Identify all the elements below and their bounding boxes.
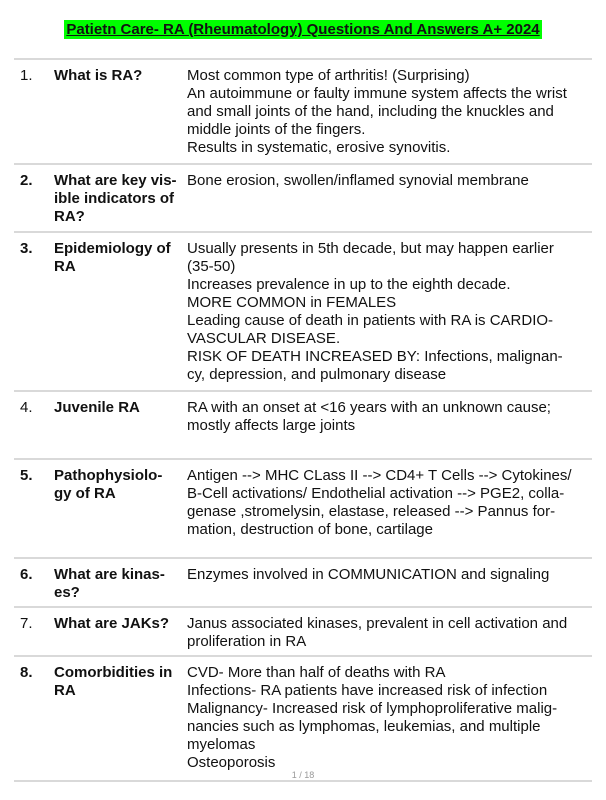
- answer-line: genase ,stromelysin, elastase, released --> Pannus for-: [187, 503, 556, 520]
- answer-line: cy, depression, and pulmonary disease: [187, 366, 447, 383]
- question-line: Comorbidities in: [54, 664, 173, 681]
- question-number: 6.: [20, 566, 33, 583]
- question-line: gy of RA: [54, 485, 116, 502]
- question-number: 1.: [20, 67, 33, 84]
- answer-line: Antigen --> MHC CLass II --> CD4+ T Cells --> Cytokines/: [187, 467, 572, 484]
- question-line: RA?: [54, 208, 85, 225]
- question-line: What is RA?: [54, 67, 143, 84]
- question-text: [54, 566, 187, 606]
- answer-text: [187, 172, 592, 231]
- qa-row: [14, 557, 592, 606]
- answer-text: [187, 566, 592, 606]
- question-line: What are JAKs?: [54, 615, 170, 632]
- question-number: 5.: [20, 467, 33, 484]
- question-text: [54, 664, 187, 780]
- question-text: [54, 67, 187, 163]
- answer-line: myelomas: [187, 736, 256, 753]
- qa-row: [14, 231, 592, 390]
- question-text: [54, 467, 187, 557]
- answer-line: mostly affects large joints: [187, 417, 356, 434]
- answer-line: Janus associated kinases, prevalent in cell activation and: [187, 615, 568, 632]
- question-number: 7.: [20, 615, 33, 632]
- qa-row: [14, 163, 592, 231]
- answer-line: Enzymes involved in COMMUNICATION and signaling: [187, 566, 550, 583]
- answer-line: B-Cell activations/ Endothelial activation --> PGE2, colla-: [187, 485, 565, 502]
- question-text: [54, 615, 187, 655]
- answer-line: proliferation in RA: [187, 633, 307, 650]
- question-number: 3.: [20, 240, 33, 257]
- answer-line: VASCULAR DISEASE.: [187, 330, 341, 347]
- qa-row: [14, 458, 592, 557]
- question-line: Epidemiology of: [54, 240, 171, 257]
- qa-row: [14, 655, 592, 782]
- answer-line: Osteoporosis: [187, 754, 276, 771]
- page-indicator: 1 / 18: [291, 770, 315, 780]
- question-line: What are kinas-: [54, 566, 165, 583]
- answer-line: Bone erosion, swollen/inflamed synovial membrane: [187, 172, 529, 189]
- answer-line: RISK OF DEATH INCREASED BY: Infections, malignan-: [187, 348, 563, 365]
- question-text: [54, 240, 187, 390]
- answer-line: mation, destruction of bone, cartilage: [187, 521, 433, 538]
- answer-text: [187, 67, 592, 163]
- answer-line: and small joints of the hand, including the knuckles and: [187, 103, 554, 120]
- answer-text: [187, 664, 592, 780]
- question-line: What are key vis-: [54, 172, 177, 189]
- qa-row: [14, 58, 592, 163]
- answer-line: RA with an onset at <16 years with an unknown cause;: [187, 399, 551, 416]
- answer-line: Most common type of arthritis! (Surprising): [187, 67, 470, 84]
- question-line: ible indicators of: [54, 190, 175, 207]
- question-number: 2.: [20, 172, 33, 189]
- answer-text: [187, 615, 592, 655]
- answer-line: Malignancy- Increased risk of lymphoproliferative malig-: [187, 700, 558, 717]
- answer-line: (35-50): [187, 258, 236, 275]
- answer-line: Results in systematic, erosive synovitis.: [187, 139, 451, 156]
- qa-row: [14, 606, 592, 655]
- answer-line: Leading cause of death in patients with RA is CARDIO-: [187, 312, 554, 329]
- answer-text: [187, 399, 592, 458]
- answer-text: [187, 467, 592, 557]
- question-number: 8.: [20, 664, 33, 681]
- answer-line: MORE COMMON in FEMALES: [187, 294, 397, 311]
- question-line: es?: [54, 584, 80, 601]
- answer-line: middle joints of the fingers.: [187, 121, 366, 138]
- question-line: Juvenile RA: [54, 399, 140, 416]
- question-line: RA: [54, 682, 76, 699]
- question-text: [54, 399, 187, 458]
- answer-line: CVD- More than half of deaths with RA: [187, 664, 446, 681]
- answer-text: [187, 240, 592, 390]
- question-text: [54, 172, 187, 231]
- answer-line: Increases prevalence in up to the eighth decade.: [187, 276, 511, 293]
- qa-table: [14, 58, 592, 782]
- answer-line: Usually presents in 5th decade, but may happen earlier: [187, 240, 554, 257]
- answer-line: Infections- RA patients have increased risk of infection: [187, 682, 548, 699]
- document-title: Patietn Care- RA (Rheumatology) Questions And Answers A+ 2024: [66, 21, 540, 38]
- question-number: 4.: [20, 399, 33, 416]
- question-line: RA: [54, 258, 76, 275]
- qa-row: [14, 390, 592, 458]
- answer-line: nancies such as lymphomas, leukemias, and multiple: [187, 718, 541, 735]
- question-line: Pathophysiolo-: [54, 467, 163, 484]
- title-container: [0, 20, 606, 39]
- answer-line: An autoimmune or faulty immune system affects the wrist: [187, 85, 567, 102]
